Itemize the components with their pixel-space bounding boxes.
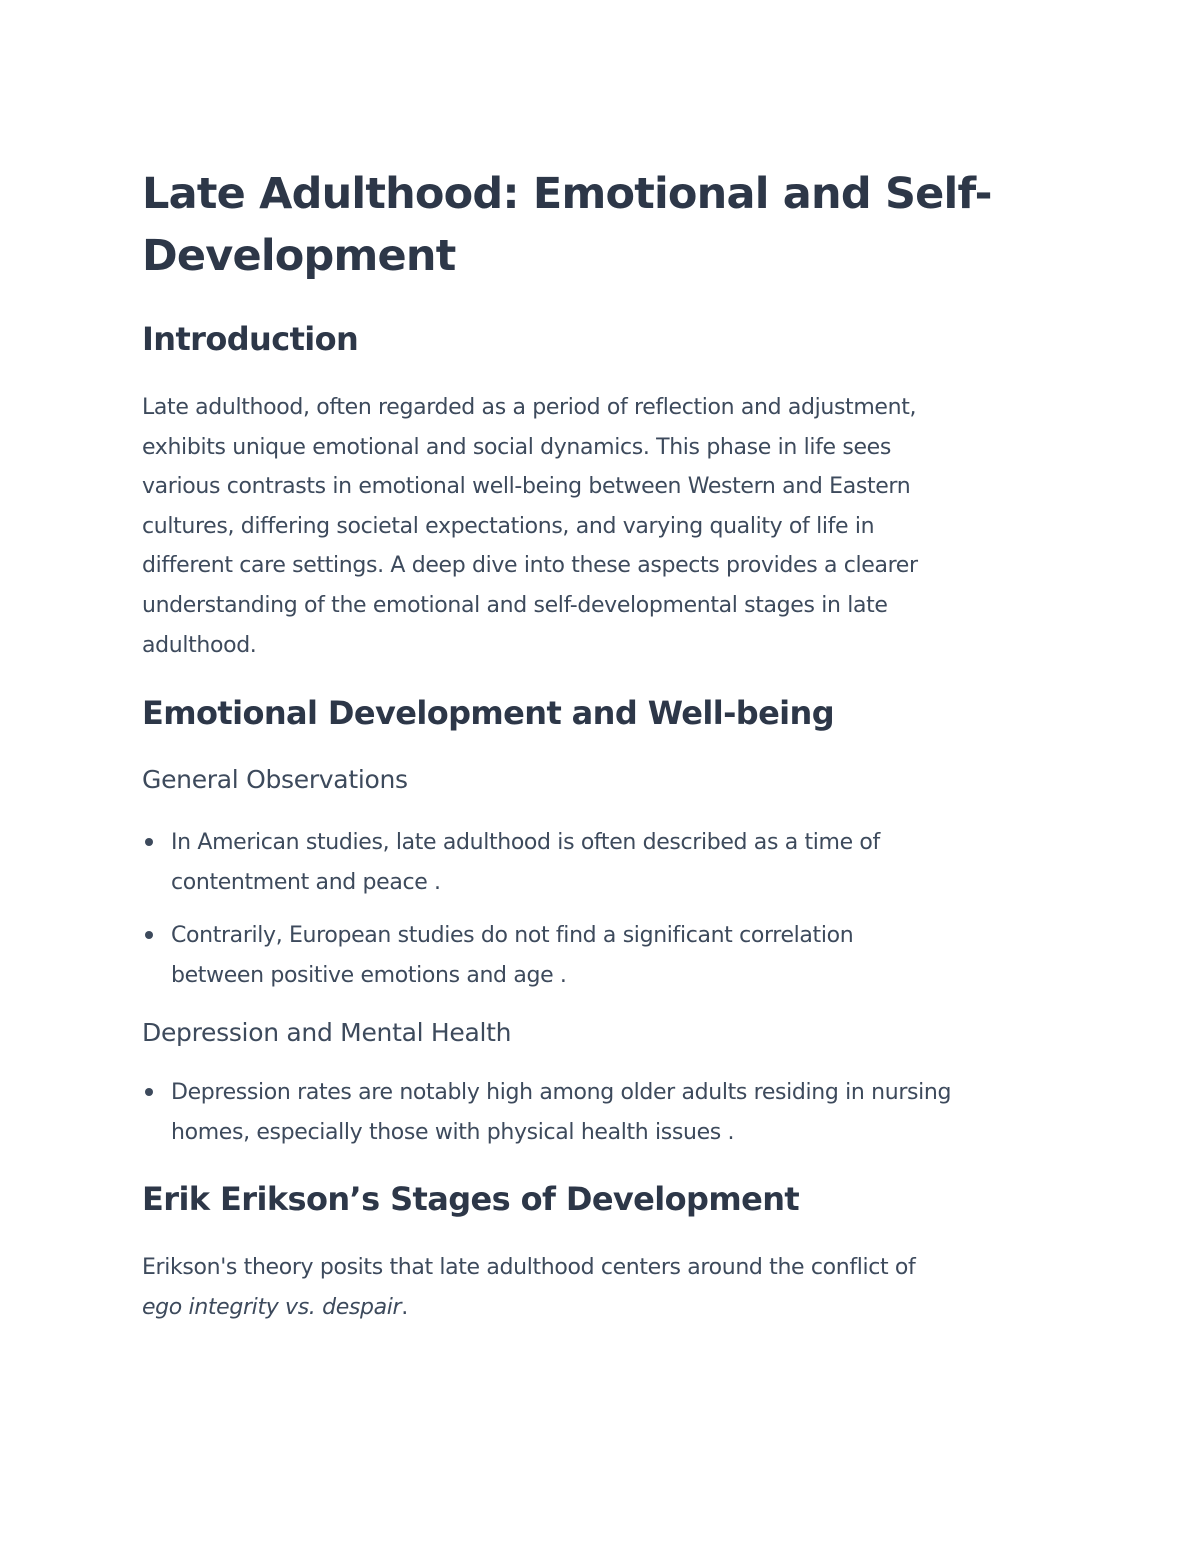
list-item: [142, 1073, 1062, 1152]
bullet-icon: [145, 1088, 153, 1096]
list-item: [142, 823, 1062, 902]
erikson-line-1: Erikson's theory posits that late adulthood centers around the conflict of: [142, 1255, 916, 1280]
list-item: [142, 916, 1062, 995]
heading-introduction: Introduction: [142, 320, 359, 358]
intro-line-1: Late adulthood, often regarded as a period of reflection and adjustment,: [142, 395, 917, 420]
intro-line-4: cultures, differing societal expectations, and varying quality of life in: [142, 513, 875, 539]
document-title: [142, 163, 1062, 287]
list-item-line: In American studies, late adulthood is often described as a time of: [171, 830, 880, 855]
list-item-line: between positive emotions and age .: [171, 962, 567, 988]
list-item-line: homes, especially those with physical health issues .: [171, 1119, 735, 1145]
depression-list: [142, 1073, 1062, 1152]
erikson-period: .: [401, 1294, 408, 1320]
list-item-line: Contrarily, European studies do not find a significant correlation: [171, 923, 854, 949]
list-item-line: contentment and peace .: [171, 869, 441, 895]
subheading-depression: Depression and Mental Health: [142, 1018, 512, 1047]
intro-line-2: exhibits unique emotional and social dynamics. This phase in life sees: [142, 434, 891, 460]
intro-line-3: various contrasts in emotional well-being between Western and Eastern: [142, 474, 911, 500]
subheading-general-observations: General Observations: [142, 765, 408, 794]
bullet-icon: [145, 838, 153, 846]
title-line-2: Development: [142, 231, 456, 281]
general-observations-list: [142, 823, 1062, 995]
bullet-icon: [145, 931, 153, 939]
erikson-line-2: [142, 1288, 1042, 1328]
list-item-line: Depression rates are notably high among older adults residing in nursing: [171, 1080, 952, 1105]
intro-line-5: different care settings. A deep dive into these aspects provides a clearer: [142, 553, 918, 579]
heading-emotional-development: Emotional Development and Well-being: [142, 694, 835, 732]
intro-line-6: understanding of the emotional and self-developmental stages in late: [142, 592, 888, 618]
erikson-emphasis: ego integrity vs. despair: [142, 1294, 402, 1320]
heading-erikson-stages: Erik Erikson’s Stages of Development: [142, 1180, 800, 1218]
intro-line-7: adulthood.: [142, 632, 257, 658]
erikson-paragraph: [142, 1248, 1042, 1327]
title-line-1: Late Adulthood: Emotional and Self-: [142, 169, 992, 219]
introduction-paragraph: [142, 388, 1042, 665]
